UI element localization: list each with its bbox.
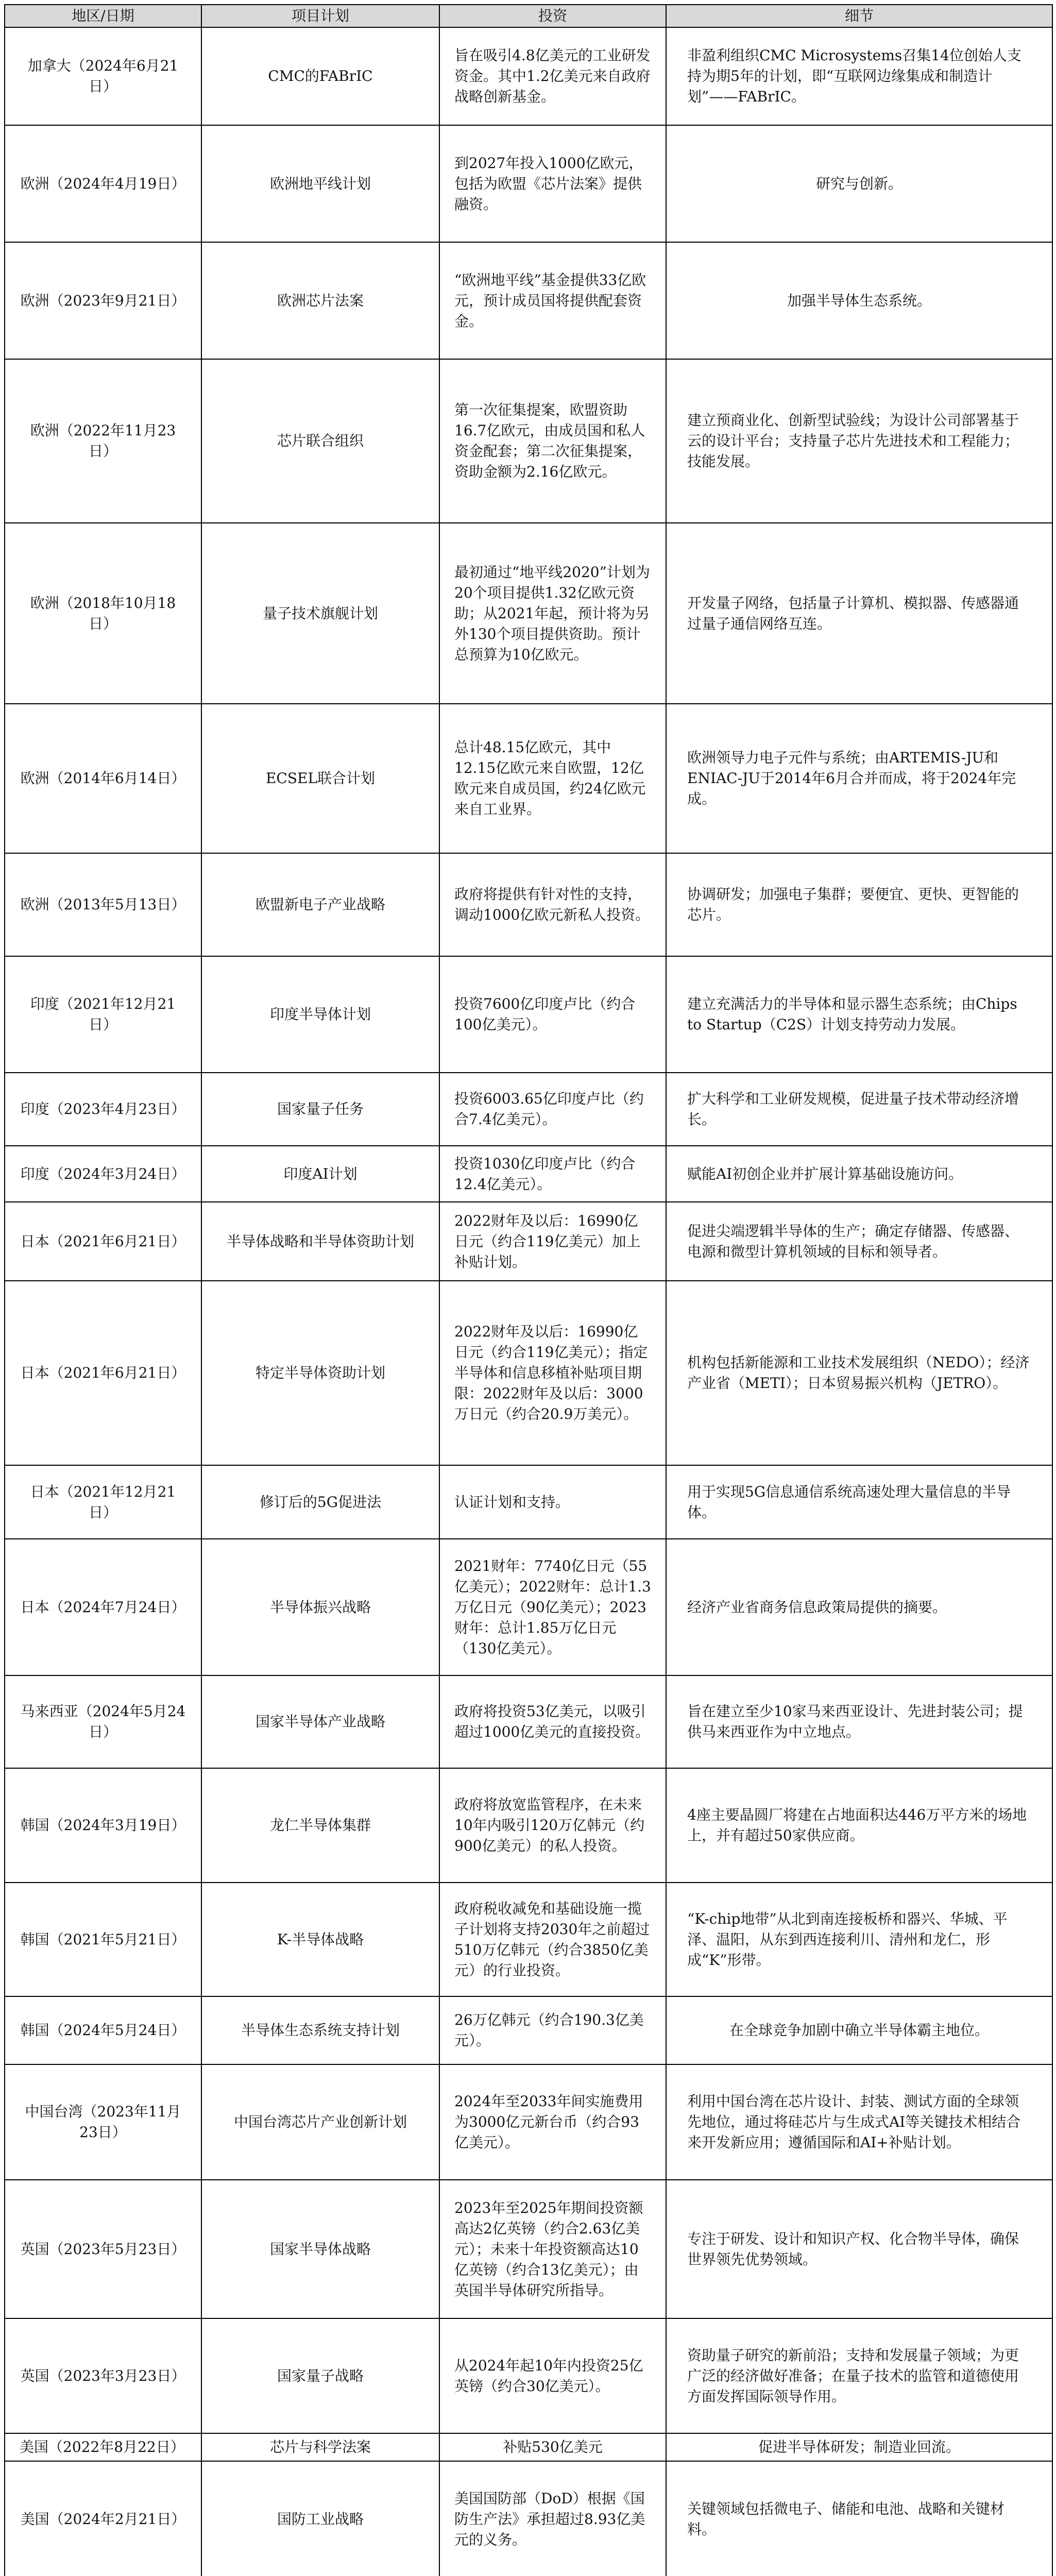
cell-plan: 国防工业战略: [201, 2461, 439, 2576]
cell-investment: 最初通过“地平线2020”计划为20个项目提供1.32亿欧元资助；从2021年起，预计将为另外130个项目提供资助。预计总预算为10亿欧元。: [439, 523, 666, 704]
table-row: [5, 1281, 1052, 1465]
policy-table: [4, 4, 1053, 2576]
cell-details: 资助量子研究的新前沿；支持和发展量子领域；为更广泛的经济做好准备；在量子技术的监管和道德使用方面发挥国际领导作用。: [666, 2318, 1052, 2433]
cell-region: 马来西亚（2024年5月24日）: [5, 1675, 201, 1768]
header-investment: 投资: [439, 5, 666, 27]
cell-investment: 2022财年及以后：16990亿日元（约合119亿美元）；指定半导体和信息移植补贴项目期限：2022财年及以后：3000万日元（约合20.9万美元）。: [439, 1281, 666, 1465]
cell-details: 关键领域包括微电子、储能和电池、战略和关键材料。: [666, 2461, 1052, 2576]
cell-investment: 政府将投资53亿美元，以吸引超过1000亿美元的直接投资。: [439, 1675, 666, 1768]
table-row: [5, 1883, 1052, 1996]
cell-details: 4座主要晶圆厂将建在占地面积达446万平方米的场地上，并有超过50家供应商。: [666, 1768, 1052, 1883]
cell-plan: 中国台湾芯片产业创新计划: [201, 2064, 439, 2180]
cell-region: 日本（2024年7月24日）: [5, 1539, 201, 1675]
cell-region: 韩国（2024年5月24日）: [5, 1996, 201, 2064]
cell-plan: 龙仁半导体集群: [201, 1768, 439, 1883]
cell-details: 促进尖端逻辑半导体的生产；确定存储器、传感器、电源和微型计算机领域的目标和领导者。: [666, 1202, 1052, 1281]
table-row: [5, 1465, 1052, 1539]
cell-details: 开发量子网络，包括量子计算机、模拟器、传感器通过量子通信网络互连。: [666, 523, 1052, 704]
table-row: [5, 704, 1052, 853]
cell-region: 欧洲（2022年11月23日）: [5, 359, 201, 523]
cell-investment: 2022财年及以后：16990亿日元（约合119亿美元）加上补贴计划。: [439, 1202, 666, 1281]
header-row: [5, 5, 1052, 27]
cell-investment: 政府将提供有针对性的支持，调动1000亿欧元新私人投资。: [439, 853, 666, 956]
cell-investment: 26万亿韩元（约合190.3亿美元）。: [439, 1996, 666, 2064]
cell-investment: 政府将放宽监管程序，在未来10年内吸引120万亿韩元（约900亿美元）的私人投资。: [439, 1768, 666, 1883]
cell-plan: K-半导体战略: [201, 1883, 439, 1996]
cell-investment: 投资7600亿印度卢比（约合100亿美元）。: [439, 956, 666, 1073]
cell-plan: 芯片联合组织: [201, 359, 439, 523]
cell-details: 利用中国台湾在芯片设计、封装、测试方面的全球领先地位，通过将硅芯片与生成式AI等关键技术相结合来开发新应用；遵循国际和AI+补贴计划。: [666, 2064, 1052, 2180]
cell-plan: 特定半导体资助计划: [201, 1281, 439, 1465]
cell-plan: 欧盟新电子产业战略: [201, 853, 439, 956]
table-row: [5, 1073, 1052, 1146]
cell-details: 扩大科学和工业研发规模，促进量子技术带动经济增长。: [666, 1073, 1052, 1146]
table-row: [5, 2461, 1052, 2576]
table-row: [5, 242, 1052, 359]
cell-plan: 国家量子任务: [201, 1073, 439, 1146]
cell-region: 欧洲（2014年6月14日）: [5, 704, 201, 853]
cell-investment: 美国国防部（DoD）根据《国防生产法》承担超过8.93亿美元的义务。: [439, 2461, 666, 2576]
table-row: [5, 853, 1052, 956]
header-details: 细节: [666, 5, 1052, 27]
cell-region: 印度（2021年12月21日）: [5, 956, 201, 1073]
cell-region: 英国（2023年5月23日）: [5, 2180, 201, 2318]
cell-investment: 投资1030亿印度卢比（约合12.4亿美元）。: [439, 1146, 666, 1202]
cell-region: 印度（2023年4月23日）: [5, 1073, 201, 1146]
cell-plan: 修订后的5G促进法: [201, 1465, 439, 1539]
cell-region: 欧洲（2023年9月21日）: [5, 242, 201, 359]
cell-investment: 第一次征集提案，欧盟资助16.7亿欧元，由成员国和私人资金配套；第二次征集提案，资助金额为2.16亿欧元。: [439, 359, 666, 523]
cell-investment: 认证计划和支持。: [439, 1465, 666, 1539]
cell-region: 欧洲（2013年5月13日）: [5, 853, 201, 956]
table-row: [5, 359, 1052, 523]
cell-investment: 2023年至2025年期间投资额高达2亿英镑（约合2.63亿美元）；未来十年投资额高达10亿英镑（约合13亿美元）；由英国半导体研究所指导。: [439, 2180, 666, 2318]
cell-region: 加拿大（2024年6月21日）: [5, 27, 201, 125]
cell-investment: 政府税收减免和基础设施一揽子计划将支持2030年之前超过510万亿韩元（约合3850亿美元）的行业投资。: [439, 1883, 666, 1996]
cell-details: 协调研发；加强电子集群；要便宜、更快、更智能的芯片。: [666, 853, 1052, 956]
cell-investment: 到2027年投入1000亿欧元，包括为欧盟《芯片法案》提供融资。: [439, 125, 666, 242]
cell-plan: 半导体振兴战略: [201, 1539, 439, 1675]
cell-investment: 2024年至2033年间实施费用为3000亿元新台币（约合93亿美元）。: [439, 2064, 666, 2180]
table-row: [5, 1996, 1052, 2064]
cell-plan: 印度AI计划: [201, 1146, 439, 1202]
cell-details: 建立充满活力的半导体和显示器生态系统；由Chips to Startup（C2S）计划支持劳动力发展。: [666, 956, 1052, 1073]
cell-plan: 国家量子战略: [201, 2318, 439, 2433]
cell-details: 专注于研发、设计和知识产权、化合物半导体，确保世界领先优势领域。: [666, 2180, 1052, 2318]
table-row: [5, 1768, 1052, 1883]
cell-details: 用于实现5G信息通信系统高速处理大量信息的半导体。: [666, 1465, 1052, 1539]
cell-region: 韩国（2024年3月19日）: [5, 1768, 201, 1883]
semiconductor-policy-sheet: [4, 4, 1052, 2576]
cell-plan: 国家半导体战略: [201, 2180, 439, 2318]
cell-investment: 从2024年起10年内投资25亿英镑（约合30亿美元）。: [439, 2318, 666, 2433]
table-row: [5, 1202, 1052, 1281]
cell-investment: 总计48.15亿欧元，其中12.15亿欧元来自欧盟，12亿欧元来自成员国，约24亿欧元来自工业界。: [439, 704, 666, 853]
cell-plan: 半导体生态系统支持计划: [201, 1996, 439, 2064]
cell-region: 美国（2022年8月22日）: [5, 2433, 201, 2461]
cell-region: 韩国（2021年5月21日）: [5, 1883, 201, 1996]
cell-details: 非盈利组织CMC Microsystems召集14位创始人支持为期5年的计划，即“互联网边缘集成和制造计划”——FABrIC。: [666, 27, 1052, 125]
cell-region: 日本（2021年6月21日）: [5, 1202, 201, 1281]
table-row: [5, 125, 1052, 242]
cell-investment: “欧洲地平线”基金提供33亿欧元，预计成员国将提供配套资金。: [439, 242, 666, 359]
cell-plan: 国家半导体产业战略: [201, 1675, 439, 1768]
cell-region: 欧洲（2024年4月19日）: [5, 125, 201, 242]
cell-details: 经济产业省商务信息政策局提供的摘要。: [666, 1539, 1052, 1675]
cell-investment: 旨在吸引4.8亿美元的工业研发资金。其中1.2亿美元来自政府战略创新基金。: [439, 27, 666, 125]
cell-details: 加强半导体生态系统。: [666, 242, 1052, 359]
table-row: [5, 1539, 1052, 1675]
table-row: [5, 956, 1052, 1073]
table-row: [5, 523, 1052, 704]
cell-region: 印度（2024年3月24日）: [5, 1146, 201, 1202]
table-row: [5, 1146, 1052, 1202]
cell-plan: 印度半导体计划: [201, 956, 439, 1073]
cell-details: 欧洲领导力电子元件与系统；由ARTEMIS-JU和ENIAC-JU于2014年6月合并而成，将于2024年完成。: [666, 704, 1052, 853]
cell-plan: 欧洲芯片法案: [201, 242, 439, 359]
cell-details: 赋能AI初创企业并扩展计算基础设施访问。: [666, 1146, 1052, 1202]
cell-plan: 半导体战略和半导体资助计划: [201, 1202, 439, 1281]
header-region: 地区/日期: [5, 5, 201, 27]
table-row: [5, 2318, 1052, 2433]
cell-plan: 欧洲地平线计划: [201, 125, 439, 242]
cell-details: 机构包括新能源和工业技术发展组织（NEDO）；经济产业省（METI）；日本贸易振兴机构（JETRO）。: [666, 1281, 1052, 1465]
cell-region: 日本（2021年6月21日）: [5, 1281, 201, 1465]
cell-investment: 补贴530亿美元: [439, 2433, 666, 2461]
table-row: [5, 2064, 1052, 2180]
table-row: [5, 2180, 1052, 2318]
cell-plan: ECSEL联合计划: [201, 704, 439, 853]
cell-details: 旨在建立至少10家马来西亚设计、先进封装公司；提供马来西亚作为中立地点。: [666, 1675, 1052, 1768]
cell-region: 欧洲（2018年10月18日）: [5, 523, 201, 704]
header-plan: 项目计划: [201, 5, 439, 27]
cell-details: 在全球竞争加剧中确立半导体霸主地位。: [666, 1996, 1052, 2064]
cell-region: 英国（2023年3月23日）: [5, 2318, 201, 2433]
cell-plan: 量子技术旗舰计划: [201, 523, 439, 704]
cell-details: 研究与创新。: [666, 125, 1052, 242]
cell-region: 中国台湾（2023年11月23日）: [5, 2064, 201, 2180]
cell-details: 建立预商业化、创新型试验线；为设计公司部署基于云的设计平台；支持量子芯片先进技术和工程能力；技能发展。: [666, 359, 1052, 523]
table-row: [5, 27, 1052, 125]
cell-investment: 2021财年：7740亿日元（55亿美元）；2022财年：总计1.3万亿日元（90亿美元）；2023财年：总计1.85万亿日元（130亿美元）。: [439, 1539, 666, 1675]
cell-region: 日本（2021年12月21日）: [5, 1465, 201, 1539]
cell-details: 促进半导体研发；制造业回流。: [666, 2433, 1052, 2461]
cell-plan: 芯片与科学法案: [201, 2433, 439, 2461]
cell-investment: 投资6003.65亿印度卢比（约合7.4亿美元）。: [439, 1073, 666, 1146]
table-row: [5, 2433, 1052, 2461]
cell-plan: CMC的FABrIC: [201, 27, 439, 125]
cell-details: “K-chip地带”从北到南连接板桥和器兴、华城、平泽、温阳，从东到西连接利川、清州和龙仁，形成“K”形带。: [666, 1883, 1052, 1996]
table-row: [5, 1675, 1052, 1768]
cell-region: 美国（2024年2月21日）: [5, 2461, 201, 2576]
